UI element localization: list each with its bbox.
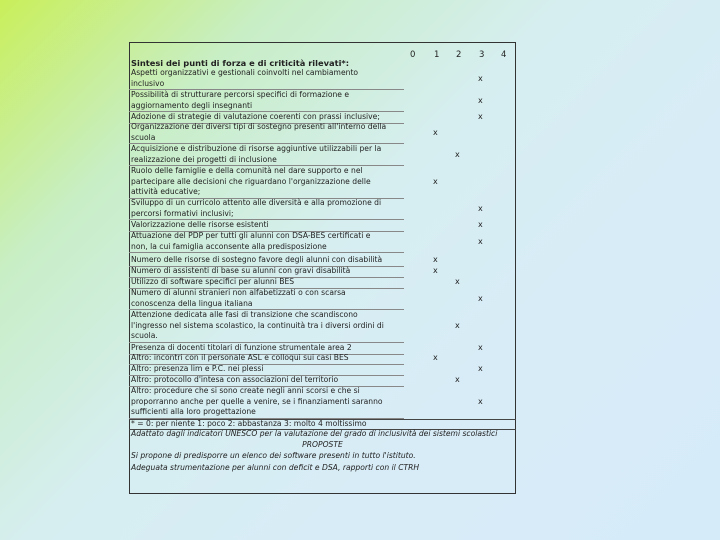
table-row-mark: x: [455, 320, 460, 330]
table-row-mark: x: [478, 73, 483, 83]
table-row-mark: x: [433, 127, 438, 137]
scale-1: 1: [434, 50, 440, 60]
table-row-label: Sviluppo di un curricolo attento alle diversità e alla promozione di percorsi formativi inclusivi;: [131, 198, 382, 218]
table-row-label: Altro: procedure che si sono create negli anni scorsi e che si proporranno anche per quelle a venire, se i finanziamenti saranno sufficienti alla loro progettazione: [131, 386, 383, 416]
table-row-mark: x: [455, 375, 460, 385]
table-row-mark: x: [478, 343, 483, 353]
table-row-mark: x: [478, 95, 483, 105]
scale-3: 3: [479, 50, 485, 60]
table-row-mark: x: [478, 220, 483, 230]
table-row-mark: x: [433, 255, 438, 265]
proposal-item: Si propone di predisporre un elenco dei software presenti in tutto l'istituto.: [131, 451, 416, 460]
table-row-mark: x: [455, 277, 460, 287]
table-row-label: Aspetti organizzativi e gestionali coinvolti nel cambiamento inclusivo: [131, 68, 359, 88]
table-row-label: Altro: presenza lim e P.C. nei plessi: [131, 364, 264, 373]
table-row-label: Attuazione del PDP per tutti gli alunni con DSA-BES certificati e non, la cui famiglia acconsente alla predisposizione: [131, 231, 371, 251]
table-row-label: Numero di alunni stranieri non alfabetizzati o con scarsa conoscenza della lingua italiana: [131, 288, 346, 308]
scale-2: 2: [456, 50, 462, 60]
proposal-item: Adeguata strumentazione per alunni con deficit e DSA, rapporti con il CTRH: [131, 463, 420, 472]
table-row-label: Altro: incontri con il personale ASL e colloqui sui casi BES: [131, 353, 349, 362]
table-title: Sintesi dei punti di forza e di criticità rilevati*:: [131, 58, 350, 68]
row-divider: [129, 252, 404, 253]
table-row-label: Presenza di docenti titolari di funzione strumentale area 2: [131, 343, 352, 352]
table-row-label: Altro: protocollo d'intesa con associazioni del territorio: [131, 375, 339, 384]
table-row-label: Valorizzazione delle risorse esistenti: [131, 220, 269, 229]
table-row-mark: x: [455, 149, 460, 159]
source-note: Adattato dagli indicatori UNESCO per la valutazione del grado di inclusività dei sistemi scolastici: [131, 429, 498, 438]
table-row-mark: x: [478, 396, 483, 406]
table-row-label: Acquisizione e distribuzione di risorse aggiuntive utilizzabili per la realizzazione dei progetti di inclusione: [131, 144, 382, 164]
table-row-mark: x: [478, 293, 483, 303]
table-row-mark: x: [478, 112, 483, 122]
table-row-mark: x: [478, 364, 483, 374]
table-row-mark: x: [478, 236, 483, 246]
proposals-title: PROPOSTE: [302, 440, 343, 449]
table-row-label: Organizzazione dei diversi tipi di sostegno presenti all'interno della scuola: [131, 122, 387, 142]
table-row-label: Possibilità di strutturare percorsi specifici di formazione e aggiornamento degli insegnanti: [131, 90, 350, 110]
table-row-mark: x: [433, 266, 438, 276]
table-row-mark: x: [433, 176, 438, 186]
table-row-mark: x: [433, 353, 438, 363]
table-row-label: Attenzione dedicata alle fasi di transizione che scandiscono l'ingresso nel sistema scolastico, la continuità tra i diversi ordini di scuola.: [131, 310, 384, 340]
table-row-label: Numero di assistenti di base su alunni con gravi disabilità: [131, 266, 351, 275]
table-row-mark: x: [478, 203, 483, 213]
table-row-label: Ruolo delle famiglie e della comunità nel dare supporto e nel partecipare alle decisioni che riguardano l'organizzazione delle attività educative;: [131, 166, 371, 196]
table-row-label: Utilizzo di software specifici per alunni BES: [131, 277, 295, 286]
scale-0: 0: [410, 50, 416, 60]
table-row-label: Adozione di strategie di valutazione coerenti con prassi inclusive;: [131, 112, 380, 121]
scale-4: 4: [501, 50, 507, 60]
table-row-label: Numero delle risorse di sostegno favore degli alunni con disabilità: [131, 255, 383, 264]
footnote: * = 0: per niente 1: poco 2: abbastanza 3: molto 4 moltissimo: [131, 419, 367, 428]
